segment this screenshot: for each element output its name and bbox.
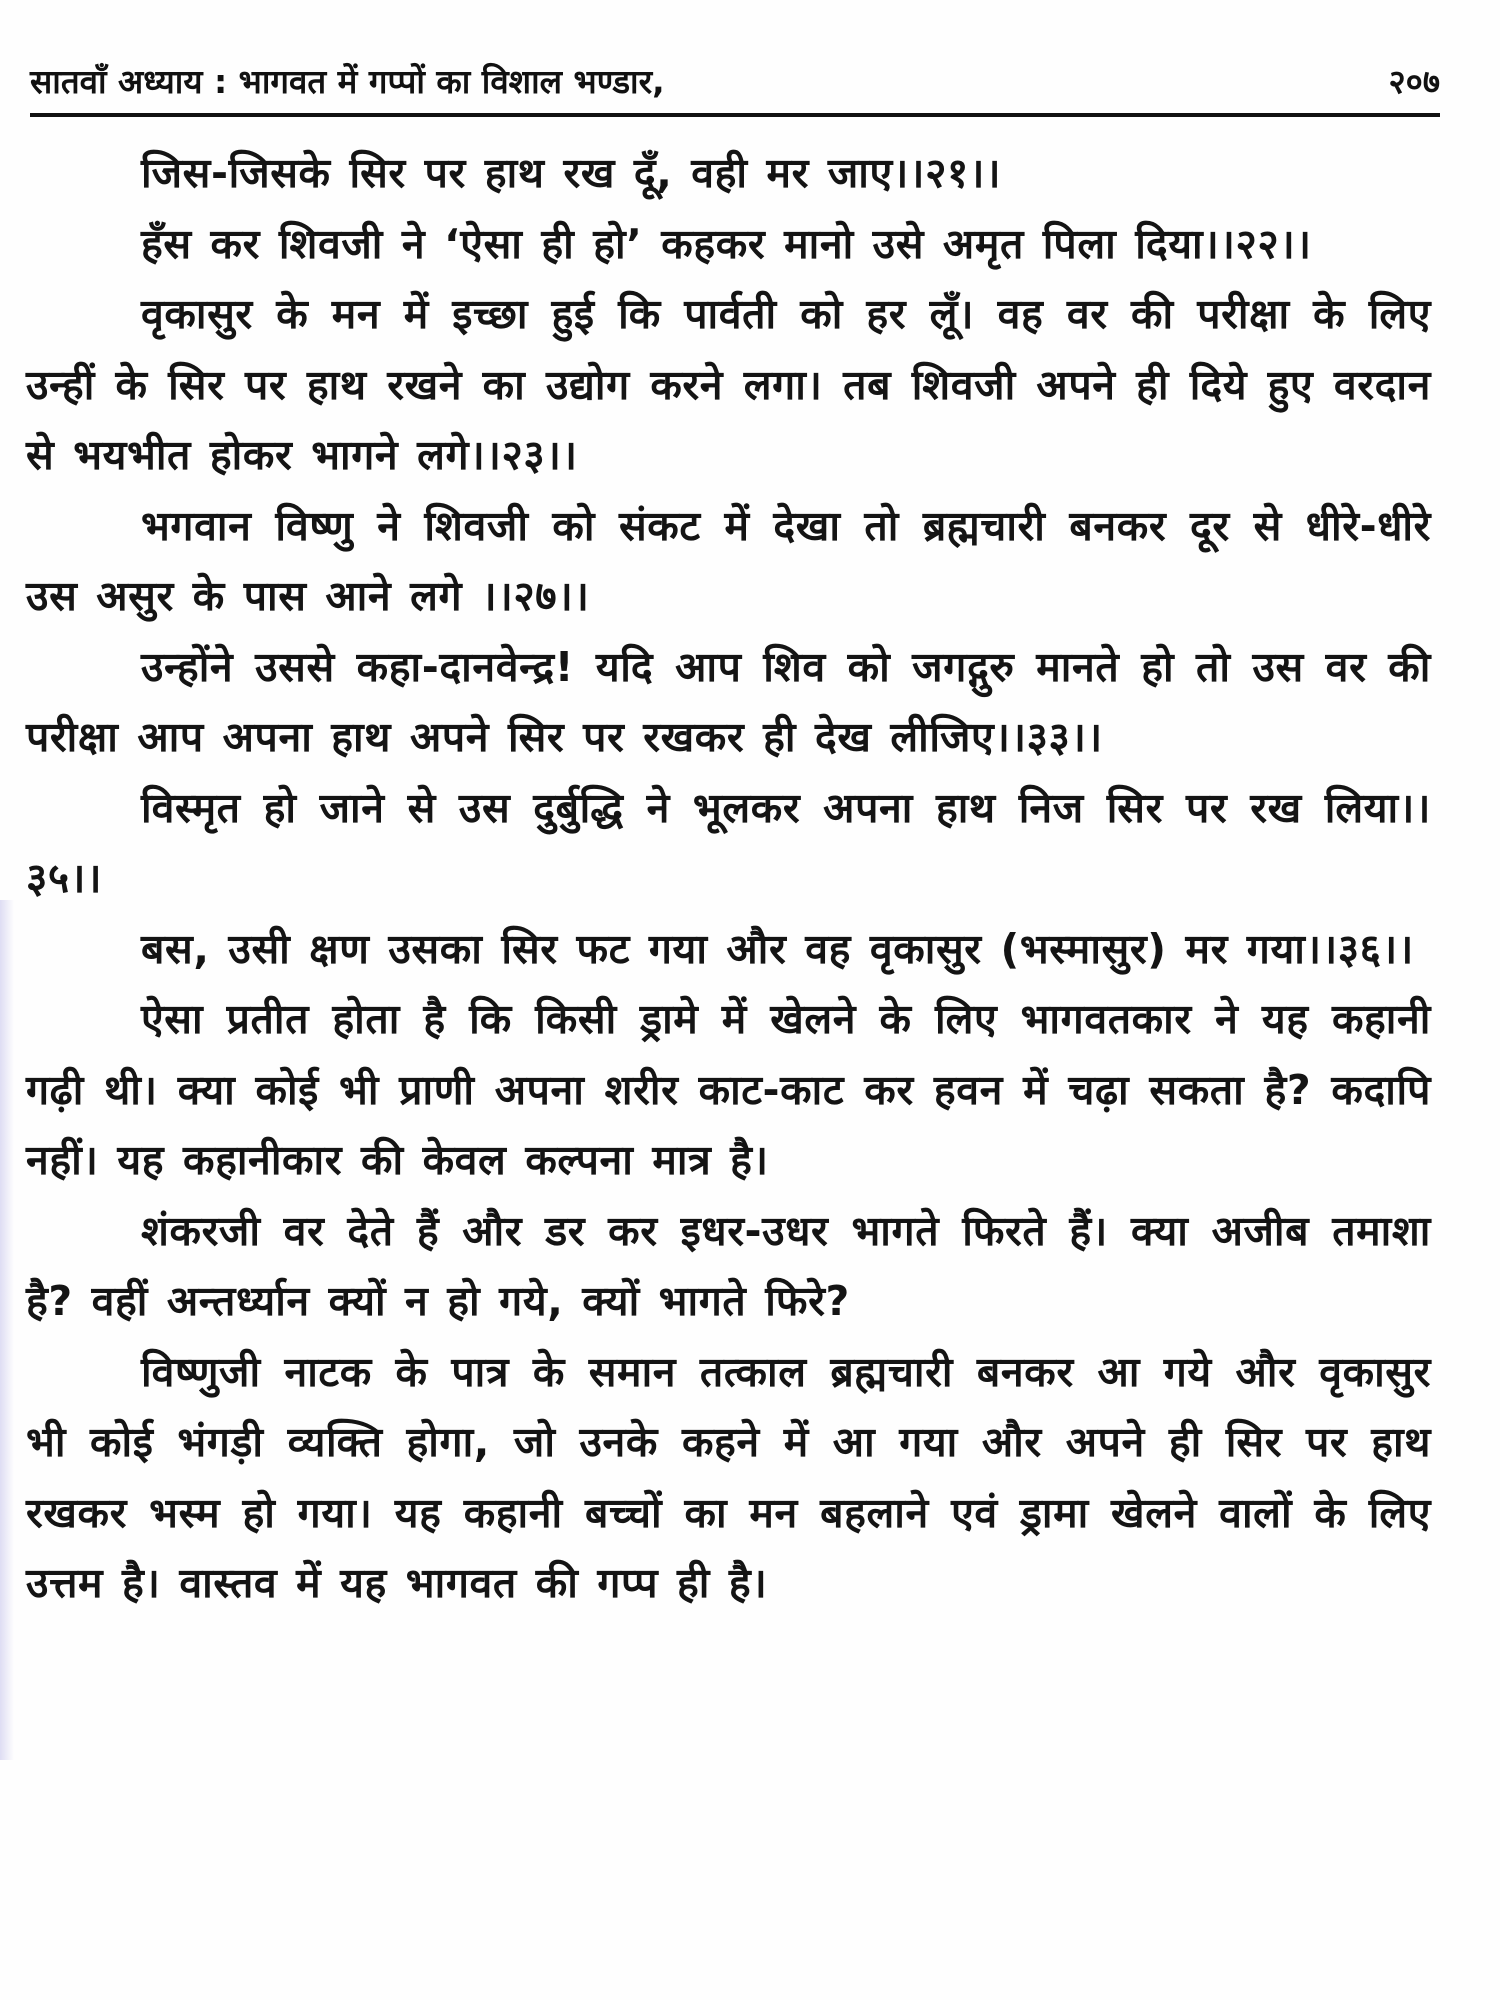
paragraph: भगवान विष्णु ने शिवजी को संकट में देखा तो ब्रह्मचारी बनकर दूर से धीरे-धीरे उस असुर के पास आने लगे ।।२७।। [26, 501, 1432, 620]
page-number: २०७ [1388, 62, 1440, 101]
page-edge-tint [0, 900, 14, 1760]
running-header [30, 54, 1440, 110]
paragraph: विष्णुजी नाटक के पात्र के समान तत्काल ब्रह्मचारी बनकर आ गये और वृकासुर भी कोई भंगड़ी व्यक्ति होगा, जो उनके कहने में आ गया और अपने ही सिर पर हाथ रखकर भस्म हो गया। यह कहानी बच्चों का मन बहलाने एवं ड्रामा खेलने वालों के लिए उत्तम है। वास्तव में यह भागवत की गप्प ही है। [26, 1347, 1431, 1607]
paragraph: वृकासुर के मन में इच्छा हुई कि पार्वती को हर लूँ। वह वर की परीक्षा के लिए उन्हीं के सिर पर हाथ रखने का उद्योग करने लगा। तब शिवजी अपने ही दिये हुए वरदान से भयभीत होकर भागने लगे।।२३।। [26, 290, 1431, 479]
paragraph: उन्होंने उससे कहा-दानवेन्द्र! यदि आप शिव को जगद्गुरु मानते हो तो उस वर की परीक्षा आप अपना हाथ अपने सिर पर रखकर ही देख लीजिए।।३३।। [26, 642, 1431, 761]
chapter-title: सातवाँ अध्याय : भागवत में गप्पों का विशाल भण्डार, [30, 62, 665, 101]
header-rule [30, 113, 1440, 117]
paragraph: शंकरजी वर देते हैं और डर कर इधर-उधर भागते फिरते हैं। क्या अजीब तमाशा है? वहीं अन्तर्ध्यान क्यों न हो गये, क्यों भागते फिरे? [26, 1206, 1431, 1325]
body-text [26, 138, 1431, 1619]
paragraph: ऐसा प्रतीत होता है कि किसी ड्रामे में खेलने के लिए भागवतकार ने यह कहानी गढ़ी थी। क्या कोई भी प्राणी अपना शरीर काट-काट कर हवन में चढ़ा सकता है? कदापि नहीं। यह कहानीकार की केवल कल्पना मात्र है। [26, 995, 1431, 1184]
paragraph: बस, उसी क्षण उसका सिर फट गया और वह वृकासुर (भस्मासुर) मर गया।।३६।। [141, 924, 1414, 973]
paragraph: विस्मृत हो जाने से उस दुर्बुद्धि ने भूलकर अपना हाथ निज सिर पर रख लिया।।३५।। [26, 783, 1431, 902]
paragraph: जिस-जिसके सिर पर हाथ रख दूँ, वही मर जाए।।२१।। [141, 149, 1002, 197]
paragraph: हँस कर शिवजी ने ‘ऐसा ही हो’ कहकर मानो उसे अमृत पिला दिया।।२२।। [141, 219, 1312, 268]
